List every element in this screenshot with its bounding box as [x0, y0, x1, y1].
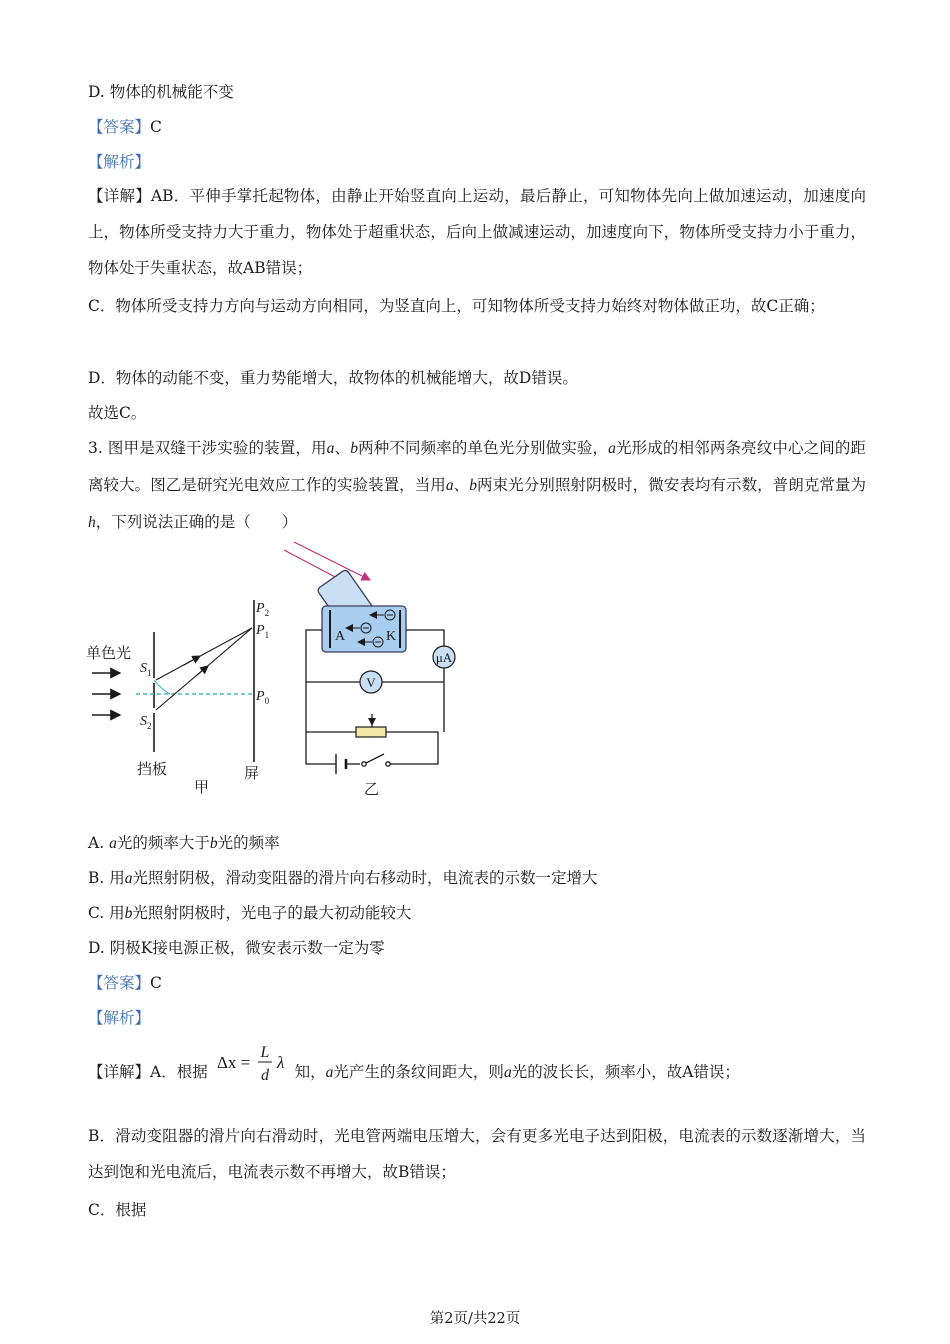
option-text: 光照射阴极时，光电子的最大初动能较大 — [132, 904, 412, 922]
anode-label: A — [335, 629, 346, 644]
answer-tag: 【答案】 — [88, 974, 151, 992]
var-b: b — [469, 477, 477, 494]
stem-part: 3. 图甲是双缝干涉实验的装置，用 — [88, 439, 327, 457]
voltmeter-label: V — [366, 675, 376, 690]
detail-ab-text: AB．平伸手掌托起物体，由静止开始竖直向上运动，最后静止，可知物体先向上做加速运动，加速度向上，物体所受支持力大于重力，物体处于超重状态，后向上做减速运动，加速度向下，物体所受支持力小于重力，物体处于失重状态，故AB错误； — [88, 187, 866, 277]
ray-s1 — [156, 628, 252, 680]
stem-sep: 、 — [453, 476, 470, 494]
q2-option-d: D. 物体的机械能不变 — [88, 83, 234, 101]
s2-label: $S_2$ — [140, 714, 152, 731]
stem-part: ，下列说法正确的是（ ） — [95, 513, 298, 531]
var-a: a — [325, 1064, 334, 1081]
var-b: b — [350, 440, 358, 457]
q3-option-c — [88, 903, 411, 924]
formula-lhs: Δx = — [216, 1053, 250, 1072]
cathode-label: K — [386, 629, 397, 644]
option-text: C. 用 — [88, 904, 125, 922]
stem-part: 两种不同频率的单色光分别做实验， — [357, 439, 609, 457]
q2-conclusion: 故选C。 — [88, 404, 147, 422]
var-a: a — [445, 477, 454, 494]
q3-detail-a — [88, 1042, 740, 1104]
var-b: b — [209, 835, 218, 852]
formula-numerator: L — [260, 1044, 270, 1061]
option-text: A. — [88, 834, 110, 852]
q3-option-d: D. 阴极K接电源正极，微安表示数一定为零 — [88, 939, 385, 957]
answer-value: C — [150, 974, 162, 992]
q3-detail-b: B．滑动变阻器的滑片向右滑动时，光电管两端电压增大，会有更多光电子达到阳极，电流表的示数逐渐增大，当达到饱和光电流后，电流表示数不再增大，故B错误； — [88, 1127, 866, 1181]
ray-arrow — [184, 656, 200, 665]
answer-value: C — [150, 118, 162, 136]
answer-tag: 【答案】 — [88, 118, 151, 136]
detail-tag: 【详解】 — [88, 1063, 151, 1081]
experiment-figure — [84, 540, 484, 802]
option-text: 光的频率 — [217, 834, 280, 852]
option-text: 光的频率大于 — [116, 834, 210, 852]
q3-detail-c: C．根据 — [88, 1201, 147, 1219]
q3-analysis-tag: 【解析】 — [88, 1009, 151, 1027]
option-text: 光照射阴极，滑动变阻器的滑片向右移动时，电流表的示数一定增大 — [132, 869, 598, 887]
option-text: B. 用 — [88, 869, 125, 887]
formula-lambda: λ — [276, 1053, 285, 1072]
q2-detail-d: D．物体的动能不变，重力势能增大，故物体的机械能增大，故D错误。 — [88, 369, 578, 387]
figure-yi-label: 乙 — [364, 780, 380, 798]
baffle-label: 挡板 — [137, 760, 168, 778]
p2-label: $P_2$ — [256, 601, 270, 618]
ray-arrow — [196, 666, 208, 676]
var-a: a — [608, 440, 616, 457]
detail-tag: 【详解】 — [88, 187, 151, 205]
var-a: a — [503, 1064, 512, 1081]
var-a: a — [326, 440, 335, 457]
var-b: b — [124, 905, 133, 922]
var-a: a — [124, 870, 133, 887]
screen-label: 屏 — [244, 764, 260, 782]
detail-text: 光的波长长，频率小，故A错误； — [511, 1063, 740, 1081]
battery — [336, 754, 346, 774]
var-a: a — [109, 835, 117, 852]
path-diff-mark — [154, 680, 170, 694]
rheostat-slider — [368, 718, 376, 726]
mono-light-label: 单色光 — [86, 644, 132, 662]
q2-detail-c: C．物体所受支持力方向与运动方向相同，为竖直向上，可知物体所受支持力始终对物体做正功，故C正确； — [88, 297, 825, 315]
switch — [362, 754, 390, 766]
q2-analysis-tag: 【解析】 — [88, 153, 151, 171]
s1-label: $S_1$ — [140, 661, 152, 678]
detail-text: A．根据 — [150, 1063, 208, 1081]
q3-answer — [88, 973, 162, 993]
var-h: h — [88, 514, 96, 531]
rheostat — [356, 727, 386, 737]
p0-label: $P_0$ — [256, 689, 270, 706]
microammeter-label: μA — [435, 650, 453, 665]
formula-denominator: d — [260, 1067, 269, 1084]
page-footer: 第2页/共22页 — [429, 1311, 521, 1327]
stem-part: 光形成的相邻两条亮纹中心之间的距离较大。图乙是研究光电效应工作的实验装置，当用 — [88, 439, 866, 494]
q2-answer — [88, 117, 162, 137]
q3-stem — [88, 430, 866, 541]
detail-text: 知， — [294, 1063, 326, 1081]
q3-option-b — [88, 868, 598, 889]
stem-part: 两束光分别照射阴极时，微安表均有示数，普朗克常量为 — [477, 476, 866, 494]
q3-option-a — [88, 833, 280, 854]
p1-label: $P_1$ — [256, 623, 270, 640]
figure-jia-label: 甲 — [194, 778, 210, 796]
stem-sep: 、 — [334, 439, 351, 457]
q2-detail-ab — [88, 178, 866, 286]
detail-text: 光产生的条纹间距大，则 — [333, 1063, 504, 1081]
fringe-spacing-formula — [217, 1042, 291, 1104]
